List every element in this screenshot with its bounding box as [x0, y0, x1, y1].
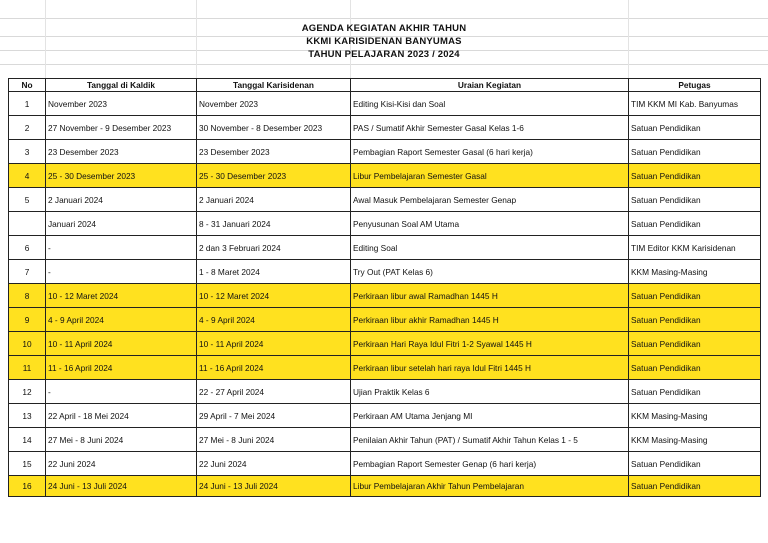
sheet-gridline: [0, 18, 768, 19]
header-no: No: [9, 79, 46, 92]
table-row: [9, 452, 761, 476]
cell-petugas: Satuan Pendidikan: [629, 140, 761, 164]
sheet-gridline: [0, 64, 768, 65]
table-row: [9, 212, 761, 236]
table-row: [9, 380, 761, 404]
table-row: [9, 92, 761, 116]
cell-petugas: TIM KKM MI Kab. Banyumas: [629, 92, 761, 116]
table-row: [9, 308, 761, 332]
cell-tanggal-kaldik: -: [46, 380, 197, 404]
cell-tanggal-kaldik: -: [46, 236, 197, 260]
cell-tanggal-kaldik: 22 April - 18 Mei 2024: [46, 404, 197, 428]
cell-petugas: Satuan Pendidikan: [629, 212, 761, 236]
cell-uraian-kegiatan: Perkiraan libur setelah hari raya Idul Fitri 1445 H: [351, 356, 629, 380]
cell-no: 15: [9, 452, 46, 476]
cell-no: 9: [9, 308, 46, 332]
cell-uraian-kegiatan: Editing Kisi-Kisi dan Soal: [351, 92, 629, 116]
cell-tanggal-kaldik: 25 - 30 Desember 2023: [46, 164, 197, 188]
cell-uraian-kegiatan: Try Out (PAT Kelas 6): [351, 260, 629, 284]
cell-no: 5: [9, 188, 46, 212]
cell-tanggal-kaldik: November 2023: [46, 92, 197, 116]
title-line-1: AGENDA KEGIATAN AKHIR TAHUN: [301, 23, 467, 34]
cell-no: 4: [9, 164, 46, 188]
cell-no: 13: [9, 404, 46, 428]
cell-tanggal-karisidenan: 10 - 12 Maret 2024: [197, 284, 351, 308]
table-row: [9, 164, 761, 188]
cell-petugas: Satuan Pendidikan: [629, 164, 761, 188]
cell-tanggal-karisidenan: 2 Januari 2024: [197, 188, 351, 212]
cell-tanggal-karisidenan: 30 November - 8 Desember 2023: [197, 116, 351, 140]
cell-uraian-kegiatan: Perkiraan AM Utama Jenjang MI: [351, 404, 629, 428]
cell-tanggal-karisidenan: 23 Desember 2023: [197, 140, 351, 164]
cell-tanggal-kaldik: 24 Juni - 13 Juli 2024: [46, 476, 197, 497]
cell-tanggal-karisidenan: 22 Juni 2024: [197, 452, 351, 476]
cell-no: 6: [9, 236, 46, 260]
cell-no: 16: [9, 476, 46, 497]
cell-petugas: Satuan Pendidikan: [629, 284, 761, 308]
cell-petugas: Satuan Pendidikan: [629, 476, 761, 497]
cell-tanggal-karisidenan: 8 - 31 Januari 2024: [197, 212, 351, 236]
table-body: [9, 92, 761, 497]
table-row: [9, 356, 761, 380]
document-title: [0, 22, 768, 61]
cell-petugas: Satuan Pendidikan: [629, 356, 761, 380]
cell-tanggal-kaldik: 2 Januari 2024: [46, 188, 197, 212]
cell-uraian-kegiatan: Awal Masuk Pembelajaran Semester Genap: [351, 188, 629, 212]
cell-uraian-kegiatan: Penyusunan Soal AM Utama: [351, 212, 629, 236]
cell-uraian-kegiatan: Libur Pembelajaran Semester Gasal: [351, 164, 629, 188]
table-header-row: [9, 79, 761, 92]
cell-tanggal-kaldik: 23 Desember 2023: [46, 140, 197, 164]
cell-tanggal-karisidenan: 10 - 11 April 2024: [197, 332, 351, 356]
header-uraian-kegiatan: Uraian Kegiatan: [351, 79, 629, 92]
cell-uraian-kegiatan: Perkiraan libur awal Ramadhan 1445 H: [351, 284, 629, 308]
cell-tanggal-karisidenan: 22 - 27 April 2024: [197, 380, 351, 404]
cell-tanggal-karisidenan: November 2023: [197, 92, 351, 116]
table-row: [9, 428, 761, 452]
cell-tanggal-kaldik: 4 - 9 April 2024: [46, 308, 197, 332]
cell-uraian-kegiatan: Pembagian Raport Semester Genap (6 hari kerja): [351, 452, 629, 476]
cell-petugas: Satuan Pendidikan: [629, 332, 761, 356]
header-petugas: Petugas: [629, 79, 761, 92]
cell-no: [9, 212, 46, 236]
cell-tanggal-karisidenan: 4 - 9 April 2024: [197, 308, 351, 332]
table-row: [9, 236, 761, 260]
cell-uraian-kegiatan: Libur Pembelajaran Akhir Tahun Pembelajaran: [351, 476, 629, 497]
cell-petugas: TIM Editor KKM Karisidenan: [629, 236, 761, 260]
cell-petugas: Satuan Pendidikan: [629, 116, 761, 140]
cell-uraian-kegiatan: PAS / Sumatif Akhir Semester Gasal Kelas 1-6: [351, 116, 629, 140]
cell-uraian-kegiatan: Perkiraan Hari Raya Idul Fitri 1-2 Syawal 1445 H: [351, 332, 629, 356]
cell-tanggal-kaldik: 10 - 11 April 2024: [46, 332, 197, 356]
cell-uraian-kegiatan: Pembagian Raport Semester Gasal (6 hari kerja): [351, 140, 629, 164]
cell-tanggal-kaldik: 11 - 16 April 2024: [46, 356, 197, 380]
cell-uraian-kegiatan: Perkiraan libur akhir Ramadhan 1445 H: [351, 308, 629, 332]
cell-uraian-kegiatan: Editing Soal: [351, 236, 629, 260]
cell-tanggal-karisidenan: 1 - 8 Maret 2024: [197, 260, 351, 284]
cell-tanggal-kaldik: Januari 2024: [46, 212, 197, 236]
cell-no: 10: [9, 332, 46, 356]
cell-petugas: Satuan Pendidikan: [629, 380, 761, 404]
table-row: [9, 332, 761, 356]
cell-no: 11: [9, 356, 46, 380]
cell-tanggal-kaldik: 22 Juni 2024: [46, 452, 197, 476]
title-line-3: TAHUN PELAJARAN 2023 / 2024: [308, 49, 460, 60]
table-row: [9, 476, 761, 497]
table-row: [9, 116, 761, 140]
cell-uraian-kegiatan: Penilaian Akhir Tahun (PAT) / Sumatif Akhir Tahun Kelas 1 - 5: [351, 428, 629, 452]
table-row: [9, 404, 761, 428]
cell-no: 14: [9, 428, 46, 452]
cell-tanggal-karisidenan: 25 - 30 Desember 2023: [197, 164, 351, 188]
cell-tanggal-karisidenan: 11 - 16 April 2024: [197, 356, 351, 380]
cell-petugas: KKM Masing-Masing: [629, 260, 761, 284]
cell-no: 1: [9, 92, 46, 116]
cell-no: 8: [9, 284, 46, 308]
header-tanggal-kaldik: Tanggal di Kaldik: [46, 79, 197, 92]
cell-tanggal-kaldik: -: [46, 260, 197, 284]
cell-tanggal-kaldik: 27 November - 9 Desember 2023: [46, 116, 197, 140]
cell-petugas: KKM Masing-Masing: [629, 404, 761, 428]
cell-no: 3: [9, 140, 46, 164]
cell-tanggal-karisidenan: 2 dan 3 Februari 2024: [197, 236, 351, 260]
cell-tanggal-karisidenan: 27 Mei - 8 Juni 2024: [197, 428, 351, 452]
cell-tanggal-kaldik: 27 Mei - 8 Juni 2024: [46, 428, 197, 452]
cell-petugas: Satuan Pendidikan: [629, 452, 761, 476]
title-line-2: KKMI KARISIDENAN BANYUMAS: [306, 36, 462, 47]
table-row: [9, 284, 761, 308]
table-row: [9, 140, 761, 164]
cell-uraian-kegiatan: Ujian Praktik Kelas 6: [351, 380, 629, 404]
cell-no: 7: [9, 260, 46, 284]
cell-petugas: KKM Masing-Masing: [629, 428, 761, 452]
cell-no: 12: [9, 380, 46, 404]
header-tanggal-karisidenan: Tanggal Karisidenan: [197, 79, 351, 92]
cell-no: 2: [9, 116, 46, 140]
cell-petugas: Satuan Pendidikan: [629, 188, 761, 212]
cell-tanggal-karisidenan: 29 April - 7 Mei 2024: [197, 404, 351, 428]
cell-petugas: Satuan Pendidikan: [629, 308, 761, 332]
agenda-table: [8, 78, 761, 497]
table-row: [9, 188, 761, 212]
cell-tanggal-karisidenan: 24 Juni - 13 Juli 2024: [197, 476, 351, 497]
table-row: [9, 260, 761, 284]
cell-tanggal-kaldik: 10 - 12 Maret 2024: [46, 284, 197, 308]
